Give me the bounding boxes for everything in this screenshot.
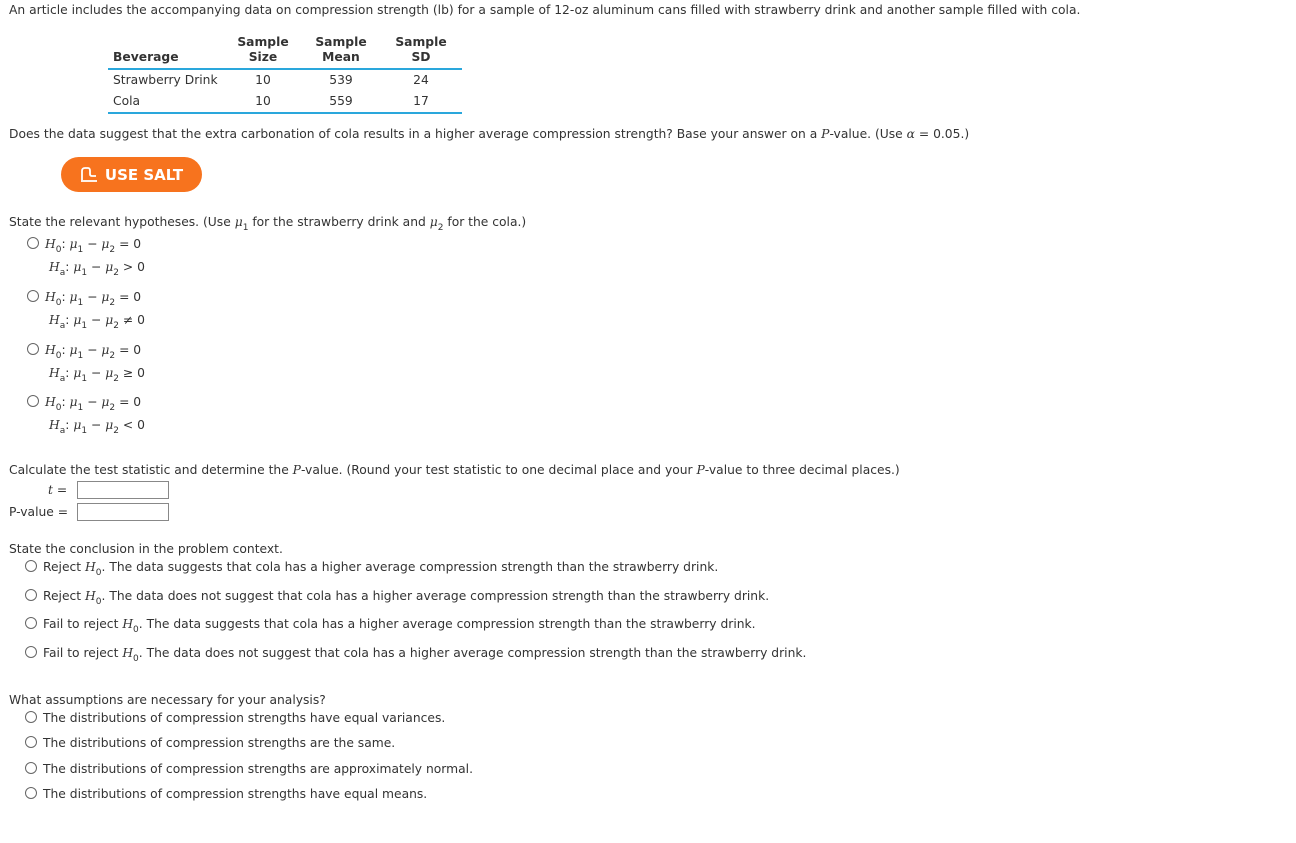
header-beverage: Beverage: [113, 50, 179, 64]
radio-button[interactable]: [27, 237, 39, 249]
conclusion-option-3[interactable]: Fail to reject $H_0$. The data suggests that cola has a higher average compression strength than the strawberry drink.: [25, 617, 756, 631]
p-value-label: P-value =: [9, 505, 69, 519]
radio-button[interactable]: [27, 395, 39, 407]
cell-sd: 17: [413, 94, 429, 108]
use-salt-label: USE SALT: [104, 165, 184, 184]
table-row: [108, 70, 462, 91]
p-value-input[interactable]: [77, 503, 169, 521]
hypothesis-option-2[interactable]: $H_0$: $\mu_1 - \mu_2 = 0$: [27, 290, 141, 304]
cell-mean: 539: [329, 73, 353, 87]
header-sample-sd: Sample SD: [395, 35, 447, 64]
intro-text: An article includes the accompanying data on compression strength (lb) for a sample of 12-oz aluminum cans filled with strawberry drink and another sample filled with cola.: [9, 3, 1081, 17]
conclusion-option-1[interactable]: Reject $H_0$. The data suggests that cola has a higher average compression strength than the strawberry drink.: [25, 560, 718, 574]
radio-button[interactable]: [27, 290, 39, 302]
alt-hypothesis-3: $H_a$: $\mu_1 - \mu_2 \ge 0$: [49, 366, 145, 384]
salt-shaker-icon: [80, 166, 98, 183]
alt-hypothesis-4: $H_a$: $\mu_1 - \mu_2 < 0$: [49, 418, 145, 436]
conclusion-prompt: State the conclusion in the problem context.: [9, 542, 283, 556]
assumption-option-3[interactable]: The distributions of compression strengths are approximately normal.: [25, 762, 473, 776]
radio-button[interactable]: [25, 762, 37, 774]
calculate-prompt: Calculate the test statistic and determine the P-value. (Round your test statistic to one decimal place and your P-value to three decimal places.): [9, 463, 900, 477]
assumption-option-1[interactable]: The distributions of compression strengths have equal variances.: [25, 711, 445, 725]
radio-button[interactable]: [27, 343, 39, 355]
header-sample-mean: Sample Mean: [315, 35, 367, 64]
radio-button[interactable]: [25, 711, 37, 723]
radio-button[interactable]: [25, 736, 37, 748]
cell-size: 10: [255, 94, 271, 108]
data-table: [108, 34, 462, 114]
hypotheses-prompt: State the relevant hypotheses. (Use $\mu_1$ for the strawberry drink and $\mu_2$ for the cola.): [9, 215, 527, 233]
assumption-option-4[interactable]: The distributions of compression strengths have equal means.: [25, 787, 427, 801]
t-label: t =: [48, 483, 68, 497]
alt-hypothesis-2: $H_a$: $\mu_1 - \mu_2 \ne 0$: [49, 313, 145, 331]
radio-button[interactable]: [25, 617, 37, 629]
radio-button[interactable]: [25, 560, 37, 572]
use-salt-button[interactable]: [61, 157, 202, 192]
assumption-option-2[interactable]: The distributions of compression strengths are the same.: [25, 736, 395, 750]
cell-sd: 24: [413, 73, 429, 87]
table-row: [108, 91, 462, 114]
cell-beverage: Cola: [113, 94, 141, 108]
cell-mean: 559: [329, 94, 353, 108]
header-sample-size: Sample Size: [237, 35, 289, 64]
t-statistic-input[interactable]: [77, 481, 169, 499]
radio-button[interactable]: [25, 787, 37, 799]
radio-button[interactable]: [25, 646, 37, 658]
hypothesis-option-3[interactable]: $H_0$: $\mu_1 - \mu_2 = 0$: [27, 343, 141, 357]
cell-beverage: Strawberry Drink: [113, 73, 218, 87]
cell-size: 10: [255, 73, 271, 87]
hypothesis-option-4[interactable]: $H_0$: $\mu_1 - \mu_2 = 0$: [27, 395, 141, 409]
assumptions-prompt: What assumptions are necessary for your analysis?: [9, 693, 326, 707]
conclusion-option-4[interactable]: Fail to reject $H_0$. The data does not suggest that cola has a higher average compression strength than the strawberry drink.: [25, 646, 806, 660]
alt-hypothesis-1: $H_a$: $\mu_1 - \mu_2 > 0$: [49, 260, 145, 278]
table-header: [108, 34, 462, 70]
question-text: Does the data suggest that the extra carbonation of cola results in a higher average compression strength? Base your answer on a P-value. (Use α = 0.05.): [9, 127, 970, 141]
hypothesis-option-1[interactable]: $H_0$: $\mu_1 - \mu_2 = 0$: [27, 237, 141, 251]
radio-button[interactable]: [25, 589, 37, 601]
conclusion-option-2[interactable]: Reject $H_0$. The data does not suggest that cola has a higher average compression strength than the strawberry drink.: [25, 589, 769, 603]
